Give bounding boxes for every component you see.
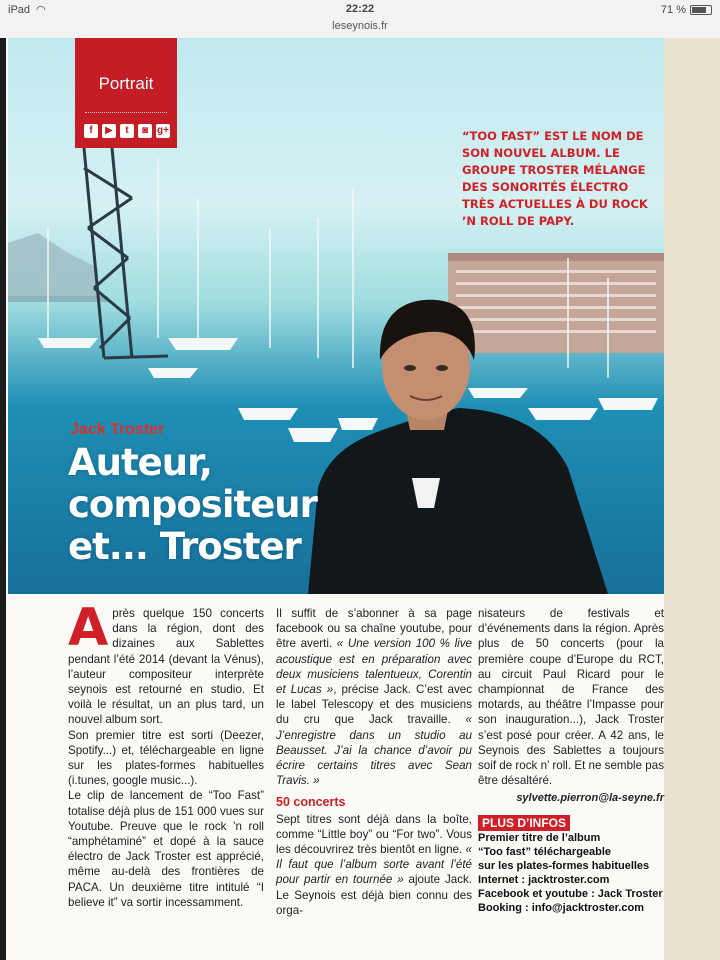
- battery-percent: 71 %: [660, 4, 686, 16]
- clock: 22:22: [345, 3, 375, 15]
- paragraph: [68, 598, 264, 728]
- info-line: Facebook et youtube : Jack Troster: [478, 887, 663, 900]
- magazine-page: [6, 38, 720, 960]
- paragraph: Son premier titre est sorti (Deezer, Spotify...) et, téléchargeable en ligne sur les plates-formes habituelles (i.tunes, google music...).: [68, 728, 264, 788]
- battery-fill: [692, 7, 706, 13]
- paragraph: nisateurs de festivals et d’événements dans la région. Après plus de 50 concerts (pour la première coupe d’Europe du RCT, au circuit Paul Ricard pour le championnat de France des motards, au théâtre l’Impasse pour son inauguration...), Jack Troster s’est posé pour créer. A 42 ans, le Seynois des Sablettes a toujours soif de rock n’ roll. Et ne semble pas être désaltéré.: [478, 607, 664, 788]
- youtube-icon[interactable]: ▶: [102, 124, 116, 138]
- paragraph-text: , précise Jack. C’est avec le label Telescopy et des musiciens du cru que Jack travaille.: [276, 683, 472, 727]
- quote: « Il faut que l’album sorte avant l’été pour partir en tournée »: [276, 843, 472, 887]
- headline-line: et... Troster: [68, 525, 301, 568]
- subheading: 50 concerts: [276, 795, 346, 810]
- paragraph-text: Sept titres sont déjà dans la boîte, comme “Little boy” ou “For two”. Vous les découvrirez très bientôt en ligne.: [276, 812, 472, 857]
- info-line: Booking : info@jacktroster.com: [478, 901, 644, 914]
- paragraph: [276, 812, 472, 918]
- device-label: iPad: [8, 4, 31, 16]
- article-kicker: Jack Troster: [70, 421, 165, 438]
- headline-line: compositeur: [68, 483, 317, 526]
- paragraph: [276, 606, 472, 788]
- column-3: [478, 606, 664, 915]
- paragraph-text: ajoute Jack. Le Seynois est déjà bien connu des orga-: [276, 873, 473, 917]
- facebook-icon[interactable]: f: [84, 124, 98, 138]
- author-signature: sylvette.pierron@la-seyne.fr: [516, 792, 664, 805]
- dotted-divider: [85, 112, 167, 113]
- quote: « Une version 100 % live acoustique est en préparation avec deux musiciens talentueux, Corentin et Lucas »: [276, 637, 472, 697]
- info-title: PLUS D’INFOS: [478, 815, 570, 831]
- column-2: [276, 606, 472, 918]
- page-edge-strip: [664, 38, 720, 960]
- google-plus-icon[interactable]: g+: [157, 125, 169, 136]
- column-1: [68, 598, 264, 910]
- paragraph-text: près quelque 150 concerts dans la région, dont des dizaines aux Sablettes pendant l’été 2014 (devant la Vénus), l’auteur compositeur interprète seynois est retourné en studio. Et voilà le résultat, un an plus tard, un nouvel album sort.: [68, 607, 264, 727]
- tagline: “TOO FAST” EST LE NOM DE SON NOUVEL ALBUM. LE GROUPE TROSTER MÉLANGE DES SONORITÉS ÉLECTRO TRÈS ACTUELLES À DU ROCK ’N ROLL DE PAPY.: [462, 129, 648, 228]
- drop-cap: A: [68, 598, 109, 658]
- article-body: [68, 598, 664, 960]
- status-bar: [0, 0, 720, 20]
- section-tab: [75, 38, 177, 148]
- info-line: Premier titre de l’album: [478, 831, 601, 844]
- info-line: sur les plates-formes habituelles: [478, 859, 650, 872]
- headline-line: Auteur,: [68, 441, 212, 484]
- info-box: [478, 815, 664, 915]
- twitter-icon[interactable]: t: [120, 124, 134, 138]
- battery-icon: [690, 5, 712, 15]
- address-bar[interactable]: leseynois.fr: [0, 20, 720, 38]
- info-line: Internet : jacktroster.com: [478, 873, 610, 886]
- social-icons: [84, 124, 170, 138]
- paragraph: Le clip de lancement de “Too Fast” totalise déjà plus de 151 000 vues sur Youtube. Preuve que le rock ’n roll “amphétaminé” et dopé à la sauce électro de Jack Troster est apprécié, même au-delà des frontières de PACA. Un deuxième titre intitulé “I believe it” va sortir incessamment.: [68, 789, 264, 909]
- instagram-icon[interactable]: ◙: [138, 124, 152, 138]
- section-label: Portrait: [98, 74, 154, 93]
- article-headline: [68, 442, 317, 568]
- wifi-icon: ◠: [36, 4, 46, 16]
- info-line: “Too fast” téléchargeable: [478, 845, 612, 858]
- paragraph-text: Il suffit de s’abonner à sa page facebook ou sa chaîne youtube, pour être averti.: [276, 607, 472, 651]
- quote: « J’enregistre dans un studio au Beausset. J’ai la chance d’avoir pu écrire certains titres avec Sean Travis. »: [276, 713, 472, 788]
